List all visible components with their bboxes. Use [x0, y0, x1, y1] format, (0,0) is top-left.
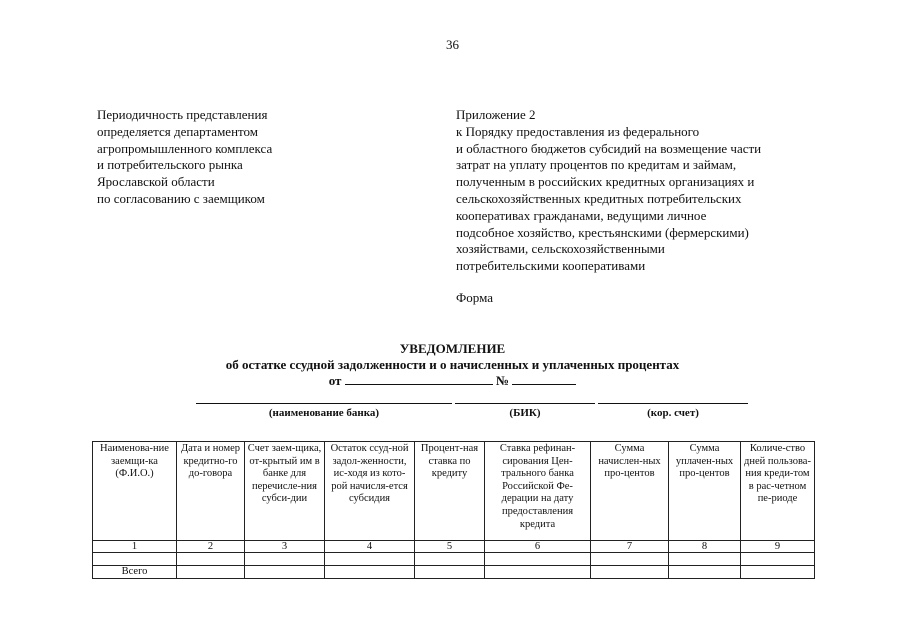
appendix-note-line: сельскохозяйственных кредитных потребительских — [456, 190, 742, 206]
periodicity-note-line: агропромышленного комплекса — [97, 140, 273, 156]
header-contract-date-number: Дата и номер кредитно-го до-говора — [177, 442, 245, 541]
column-number: 8 — [669, 541, 741, 553]
appendix-note-line: хозяйствами, сельскохозяйственными — [456, 241, 665, 257]
column-number: 9 — [741, 541, 815, 553]
total-row — [93, 566, 815, 579]
header-refinancing-rate: Ставка рефинан-сирования Цен-трального банка Российской Фе-дерации на дату предоставления кредита — [485, 442, 591, 541]
header-loan-balance: Остаток ссуд-ной задол-женности, ис-ходя из кото-рой начисля-ется субсидия — [325, 442, 415, 541]
table-row — [93, 553, 815, 566]
appendix-note-line: кооперативах гражданами, ведущими личное — [456, 207, 707, 223]
column-number: 2 — [177, 541, 245, 553]
table-cell[interactable] — [741, 566, 815, 579]
bik-line — [455, 403, 595, 404]
table-cell[interactable] — [741, 553, 815, 566]
table-cell[interactable] — [415, 553, 485, 566]
kor-account-field[interactable] — [598, 393, 748, 423]
document-subtitle: об остатке ссудной задолженности и о начисленных и уплаченных процентах — [225, 357, 680, 372]
appendix-note-line: затрат на уплату процентов по кредитам и займам, — [456, 157, 737, 173]
table-cell[interactable] — [93, 553, 177, 566]
appendix-note-line: и областного бюджетов субсидий на возмещение части — [456, 140, 762, 156]
date-number-line — [0, 373, 905, 389]
bik-caption: (БИК) — [509, 407, 541, 419]
table-header-row — [93, 442, 815, 541]
form-label: Форма — [456, 290, 493, 305]
bank-name-field[interactable] — [196, 393, 452, 423]
table-cell[interactable] — [245, 553, 325, 566]
appendix-note-line: к Порядку предоставления из федерального — [456, 123, 700, 139]
appendix-note-line: подсобное хозяйство, крестьянскими (фермерскими) — [456, 224, 749, 240]
table-cell[interactable] — [177, 566, 245, 579]
appendix-note-line: Приложение 2 — [456, 107, 536, 122]
column-number: 4 — [325, 541, 415, 553]
kor-account-caption: (кор. счет) — [647, 407, 699, 419]
total-label: Всего — [93, 566, 177, 579]
column-number: 3 — [245, 541, 325, 553]
periodicity-note-line: Периодичность представления — [97, 107, 268, 122]
notice-table — [92, 441, 815, 579]
bik-field[interactable] — [455, 393, 595, 423]
column-number: 6 — [485, 541, 591, 553]
header-paid-interest: Сумма уплачен-ных про-центов — [669, 442, 741, 541]
table-cell[interactable] — [325, 553, 415, 566]
header-accrued-interest: Сумма начислен-ных про-центов — [591, 442, 669, 541]
header-days-of-use: Количе-ство дней пользова-ния креди-том в рас-четном пе-риоде — [741, 442, 815, 541]
periodicity-note-line: по согласованию с заемщиком — [97, 190, 265, 206]
bank-details-row — [196, 393, 748, 423]
number-label: № — [495, 373, 510, 388]
bank-name-caption: (наименование банка) — [268, 407, 380, 419]
column-number: 1 — [93, 541, 177, 553]
table-cell[interactable] — [245, 566, 325, 579]
table-cell[interactable] — [325, 566, 415, 579]
header-interest-rate: Процент-ная ставка по кредиту — [415, 442, 485, 541]
column-number-row — [93, 541, 815, 553]
column-number: 5 — [415, 541, 485, 553]
table-cell[interactable] — [177, 553, 245, 566]
date-blank[interactable] — [345, 373, 493, 385]
periodicity-note — [97, 107, 272, 208]
periodicity-note-line: и потребительского рынка — [97, 157, 243, 173]
appendix-note-line: потребительскими кооперативами — [456, 258, 646, 274]
kor-account-line — [598, 403, 748, 404]
bank-name-line — [196, 403, 452, 404]
table-cell[interactable] — [669, 566, 741, 579]
number-blank[interactable] — [512, 373, 576, 385]
table-cell[interactable] — [485, 553, 591, 566]
table-cell[interactable] — [591, 566, 669, 579]
appendix-note — [456, 107, 761, 275]
page-number: 36 — [446, 37, 459, 52]
periodicity-note-line: Ярославской области — [97, 174, 215, 190]
document-title: УВЕДОМЛЕНИЕ — [399, 341, 506, 356]
table-cell[interactable] — [485, 566, 591, 579]
header-borrower-name: Наименова-ние заемщи-ка (Ф.И.О.) — [93, 442, 177, 541]
column-number: 7 — [591, 541, 669, 553]
table-cell[interactable] — [669, 553, 741, 566]
header-borrower-account: Счет заем-щика, от-крытый им в банке для перечисле-ния субси-дии — [245, 442, 325, 541]
periodicity-note-line: определяется департаментом — [97, 123, 259, 139]
table-cell[interactable] — [591, 553, 669, 566]
table-cell[interactable] — [415, 566, 485, 579]
document-heading — [0, 341, 905, 389]
from-label: от — [328, 373, 342, 388]
appendix-note-line: полученным в российских кредитных организациях и — [456, 174, 755, 190]
